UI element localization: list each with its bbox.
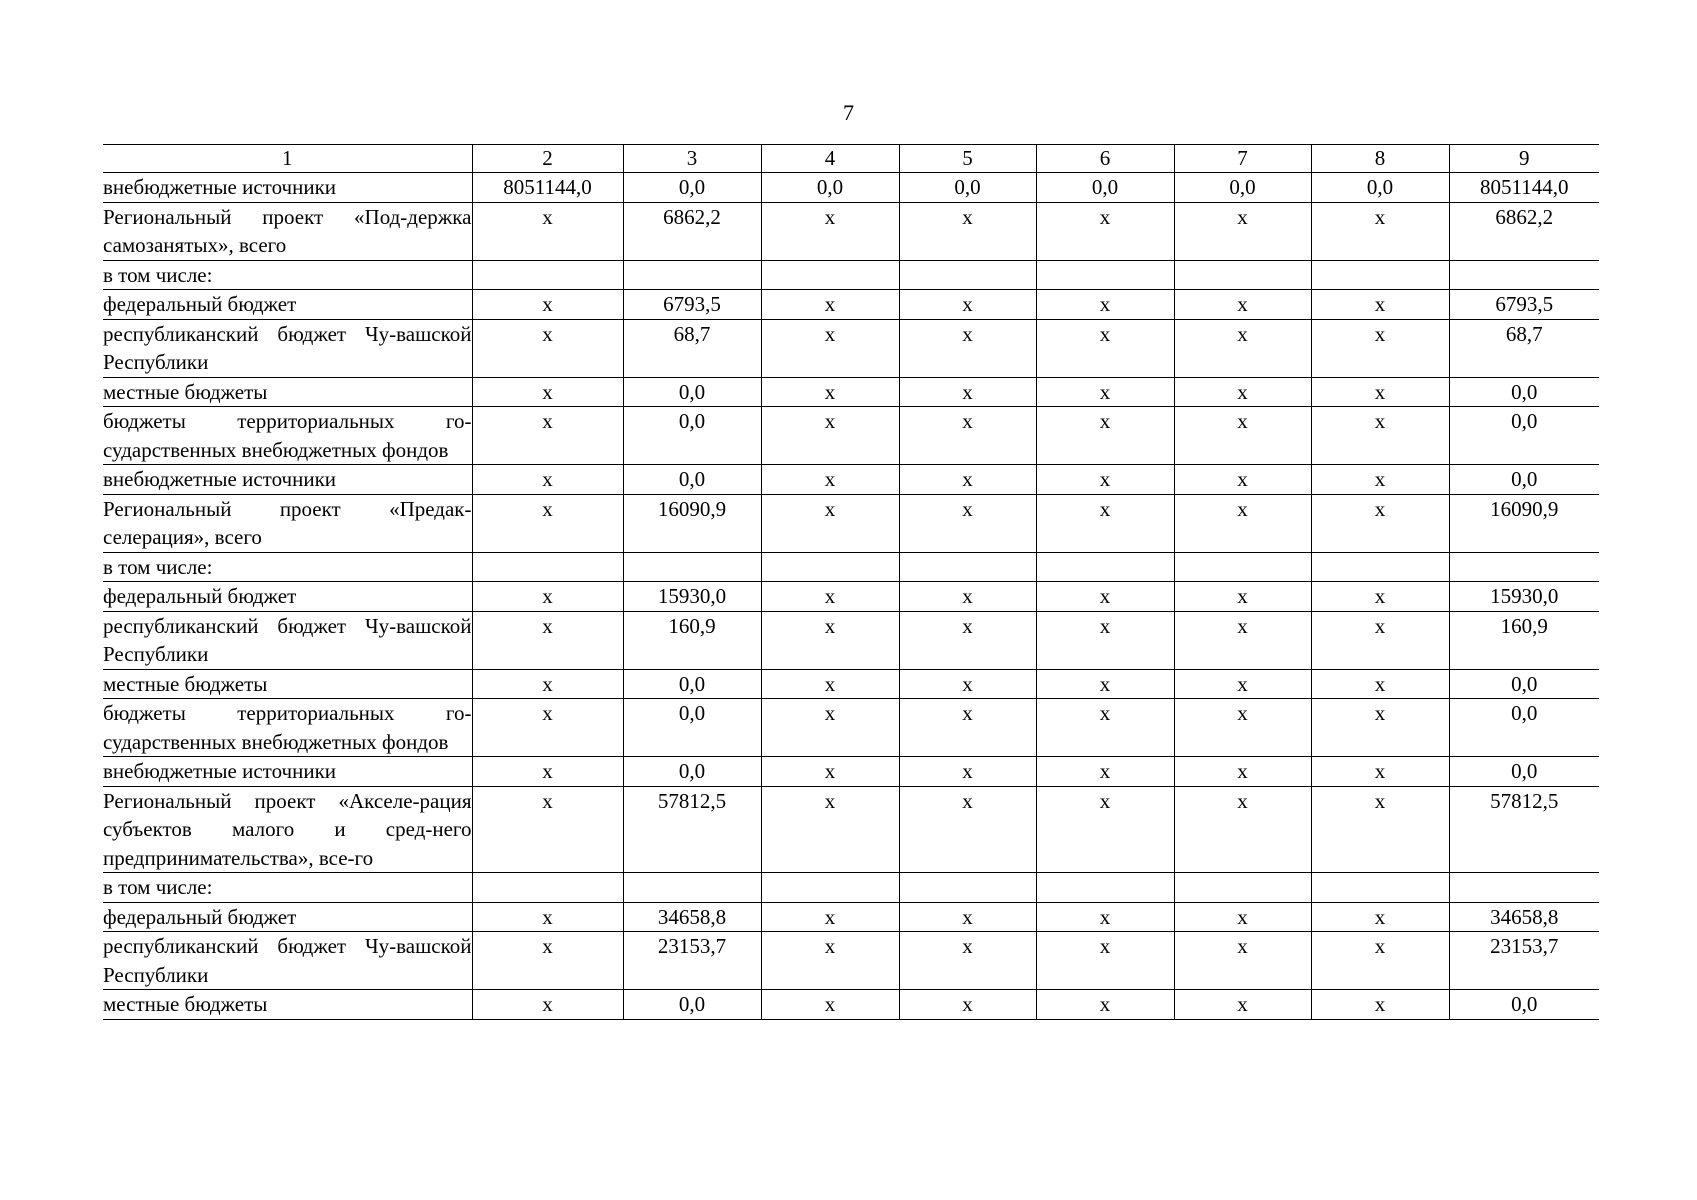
table-cell: x <box>899 932 1036 990</box>
table-cell: x <box>1174 407 1311 465</box>
table-cell <box>1449 873 1599 903</box>
table-cell: x <box>761 377 899 407</box>
table-cell: 0,0 <box>623 465 761 495</box>
row-label: внебюджетные источники <box>103 757 472 787</box>
table-cell: 0,0 <box>1449 990 1599 1020</box>
table-cell: x <box>899 990 1036 1020</box>
table-cell: x <box>899 290 1036 320</box>
table-row <box>103 873 1599 903</box>
row-label: республиканский бюджет Чу-вашской Республики <box>103 611 472 669</box>
table-cell: 0,0 <box>623 377 761 407</box>
table-cell <box>623 873 761 903</box>
table-row <box>103 202 1599 260</box>
table-cell: x <box>1311 757 1449 787</box>
table-cell: x <box>1311 669 1449 699</box>
table-cell: x <box>1311 319 1449 377</box>
table-cell <box>899 873 1036 903</box>
table-cell: 0,0 <box>1174 173 1311 203</box>
table-cell: x <box>1036 757 1174 787</box>
table-row <box>103 669 1599 699</box>
table-cell: x <box>1036 699 1174 757</box>
table-cell: 34658,8 <box>1449 902 1599 932</box>
table-cell: x <box>899 202 1036 260</box>
row-label: бюджеты территориальных го-сударственных внебюджетных фондов <box>103 407 472 465</box>
table-cell: 0,0 <box>623 990 761 1020</box>
table-cell: 0,0 <box>1449 465 1599 495</box>
table-cell <box>623 260 761 290</box>
table-cell: x <box>899 611 1036 669</box>
column-header: 5 <box>899 145 1036 173</box>
table-cell: x <box>761 669 899 699</box>
table-cell: 0,0 <box>623 699 761 757</box>
table-cell: x <box>899 902 1036 932</box>
table-cell: x <box>1174 669 1311 699</box>
table-row <box>103 786 1599 873</box>
table-row <box>103 494 1599 552</box>
table-cell: x <box>761 932 899 990</box>
table-cell: x <box>472 757 623 787</box>
table-cell: x <box>1036 494 1174 552</box>
table-cell: x <box>761 202 899 260</box>
column-header: 7 <box>1174 145 1311 173</box>
table-cell: x <box>1174 494 1311 552</box>
table-cell: x <box>1311 786 1449 873</box>
table-cell <box>1174 873 1311 903</box>
table-cell: 16090,9 <box>1449 494 1599 552</box>
table-cell: x <box>761 290 899 320</box>
table-cell: x <box>1311 494 1449 552</box>
column-header: 9 <box>1449 145 1599 173</box>
table-row <box>103 407 1599 465</box>
table-cell: x <box>899 669 1036 699</box>
table-cell: x <box>761 699 899 757</box>
row-label: внебюджетные источники <box>103 173 472 203</box>
table-cell: x <box>1174 990 1311 1020</box>
table-cell: x <box>1174 757 1311 787</box>
table-row <box>103 319 1599 377</box>
table-cell <box>1311 873 1449 903</box>
table-cell: x <box>472 465 623 495</box>
table-cell <box>1174 552 1311 582</box>
column-header: 6 <box>1036 145 1174 173</box>
table-cell: x <box>472 786 623 873</box>
table-cell: x <box>1036 902 1174 932</box>
row-label: республиканский бюджет Чу-вашской Республики <box>103 932 472 990</box>
table-cell <box>1174 260 1311 290</box>
table-cell: x <box>1311 407 1449 465</box>
row-label: Региональный проект «Предак-селерация», всего <box>103 494 472 552</box>
table-cell: x <box>899 407 1036 465</box>
table-cell: x <box>1311 932 1449 990</box>
table-cell: 0,0 <box>623 669 761 699</box>
table-cell: x <box>761 407 899 465</box>
table-cell: 160,9 <box>623 611 761 669</box>
table-cell: x <box>472 377 623 407</box>
table-cell: x <box>472 699 623 757</box>
row-label: Региональный проект «Акселе-рация субъектов малого и сред-него предпринимательства», все-го <box>103 786 472 873</box>
table-row <box>103 699 1599 757</box>
page-number: 7 <box>843 100 854 125</box>
table-cell: x <box>472 407 623 465</box>
table-cell: 15930,0 <box>1449 582 1599 612</box>
table-cell <box>472 260 623 290</box>
table-cell: x <box>1036 202 1174 260</box>
table-cell: x <box>1036 290 1174 320</box>
table-cell: x <box>472 494 623 552</box>
table-cell: 0,0 <box>623 757 761 787</box>
row-label: федеральный бюджет <box>103 902 472 932</box>
table-cell: x <box>899 377 1036 407</box>
table-cell: 160,9 <box>1449 611 1599 669</box>
table-cell: x <box>472 611 623 669</box>
table-row <box>103 173 1599 203</box>
table-cell: x <box>1036 990 1174 1020</box>
table-row <box>103 465 1599 495</box>
table-cell: 34658,8 <box>623 902 761 932</box>
table-cell: x <box>472 902 623 932</box>
table-cell: x <box>899 319 1036 377</box>
table-cell: x <box>1174 699 1311 757</box>
table-cell <box>1311 260 1449 290</box>
table-cell: x <box>1036 786 1174 873</box>
table-cell: 57812,5 <box>1449 786 1599 873</box>
table-cell: x <box>899 465 1036 495</box>
table-cell: x <box>761 319 899 377</box>
table-cell: x <box>1036 611 1174 669</box>
row-label: Региональный проект «Под-держка самозанятых», всего <box>103 202 472 260</box>
table-cell: x <box>472 990 623 1020</box>
table-cell: 6862,2 <box>623 202 761 260</box>
table-cell: 8051144,0 <box>1449 173 1599 203</box>
table-cell: x <box>1174 786 1311 873</box>
table-cell: x <box>1311 465 1449 495</box>
table-cell: x <box>761 465 899 495</box>
column-header: 3 <box>623 145 761 173</box>
column-header: 4 <box>761 145 899 173</box>
table-cell: x <box>1311 902 1449 932</box>
table-cell <box>899 552 1036 582</box>
table-row <box>103 582 1599 612</box>
table-cell: x <box>472 319 623 377</box>
table-cell <box>1449 552 1599 582</box>
table-cell: x <box>1311 699 1449 757</box>
table-cell: x <box>1036 377 1174 407</box>
table-cell: 0,0 <box>1449 699 1599 757</box>
table-row <box>103 990 1599 1020</box>
table-row <box>103 377 1599 407</box>
table-cell: 0,0 <box>623 173 761 203</box>
table-cell: x <box>899 582 1036 612</box>
row-label: местные бюджеты <box>103 377 472 407</box>
budget-table <box>103 144 1599 1020</box>
table-cell: x <box>761 990 899 1020</box>
table-cell: x <box>761 902 899 932</box>
table-cell: x <box>899 699 1036 757</box>
table-cell: x <box>1311 611 1449 669</box>
table-cell: 0,0 <box>1449 757 1599 787</box>
table-cell: 68,7 <box>623 319 761 377</box>
table-cell: x <box>472 290 623 320</box>
table-cell: x <box>472 202 623 260</box>
table-cell <box>1036 873 1174 903</box>
table-cell: 6862,2 <box>1449 202 1599 260</box>
table-row <box>103 757 1599 787</box>
table-cell: x <box>1311 290 1449 320</box>
table-cell: x <box>761 786 899 873</box>
table-row <box>103 290 1599 320</box>
table-cell: 68,7 <box>1449 319 1599 377</box>
table-cell: x <box>1036 465 1174 495</box>
row-label: в том числе: <box>103 873 472 903</box>
table-cell: x <box>1174 611 1311 669</box>
table-cell: x <box>761 582 899 612</box>
column-header: 8 <box>1311 145 1449 173</box>
table-cell: x <box>472 932 623 990</box>
table-cell: 0,0 <box>899 173 1036 203</box>
row-label: федеральный бюджет <box>103 582 472 612</box>
table-row <box>103 260 1599 290</box>
row-label: местные бюджеты <box>103 990 472 1020</box>
row-label: бюджеты территориальных го-сударственных внебюджетных фондов <box>103 699 472 757</box>
row-label: федеральный бюджет <box>103 290 472 320</box>
table-cell: x <box>1311 202 1449 260</box>
table-body <box>103 173 1599 1020</box>
table-cell: x <box>1036 669 1174 699</box>
column-header: 1 <box>103 145 472 173</box>
table-cell: x <box>899 757 1036 787</box>
table-cell: x <box>761 494 899 552</box>
table-cell <box>761 873 899 903</box>
table-cell <box>1449 260 1599 290</box>
table-cell: x <box>1174 902 1311 932</box>
table-cell: 0,0 <box>761 173 899 203</box>
table-cell: x <box>1174 319 1311 377</box>
table-cell <box>899 260 1036 290</box>
table-cell: x <box>1174 582 1311 612</box>
table-cell: x <box>1036 582 1174 612</box>
table-cell: x <box>1174 932 1311 990</box>
row-label: внебюджетные источники <box>103 465 472 495</box>
table-cell: x <box>1311 990 1449 1020</box>
table-row <box>103 902 1599 932</box>
table-cell: 0,0 <box>1449 669 1599 699</box>
table-cell: 0,0 <box>1311 173 1449 203</box>
table-cell: 23153,7 <box>1449 932 1599 990</box>
table-cell: 8051144,0 <box>472 173 623 203</box>
table-cell: x <box>472 582 623 612</box>
table-cell <box>623 552 761 582</box>
table-cell: 23153,7 <box>623 932 761 990</box>
table-cell: 6793,5 <box>1449 290 1599 320</box>
table-cell: 0,0 <box>1449 377 1599 407</box>
table-cell: x <box>761 757 899 787</box>
table-cell: 0,0 <box>623 407 761 465</box>
table-cell: x <box>1036 932 1174 990</box>
column-number-row <box>103 145 1599 173</box>
table-cell: x <box>761 611 899 669</box>
table-cell: x <box>1036 319 1174 377</box>
row-label: республиканский бюджет Чу-вашской Республики <box>103 319 472 377</box>
table-cell <box>472 873 623 903</box>
table-cell <box>761 260 899 290</box>
row-label: в том числе: <box>103 552 472 582</box>
table-cell: x <box>1036 407 1174 465</box>
table-cell: 0,0 <box>1036 173 1174 203</box>
table-row <box>103 552 1599 582</box>
table-cell <box>1311 552 1449 582</box>
table-cell: x <box>1311 377 1449 407</box>
table-cell: x <box>1174 465 1311 495</box>
table-cell: x <box>899 786 1036 873</box>
row-label: в том числе: <box>103 260 472 290</box>
table-cell: x <box>472 669 623 699</box>
table-cell: x <box>899 494 1036 552</box>
row-label: местные бюджеты <box>103 669 472 699</box>
table-row <box>103 932 1599 990</box>
table-cell <box>1036 260 1174 290</box>
table-cell <box>1036 552 1174 582</box>
table-cell: 57812,5 <box>623 786 761 873</box>
table-row <box>103 611 1599 669</box>
table-cell: 0,0 <box>1449 407 1599 465</box>
table-cell: x <box>1174 290 1311 320</box>
table-cell: 16090,9 <box>623 494 761 552</box>
table-cell: 15930,0 <box>623 582 761 612</box>
table-cell: 6793,5 <box>623 290 761 320</box>
table-cell <box>761 552 899 582</box>
table-cell: x <box>1174 202 1311 260</box>
table-cell: x <box>1174 377 1311 407</box>
column-header: 2 <box>472 145 623 173</box>
table-cell <box>472 552 623 582</box>
table-cell: x <box>1311 582 1449 612</box>
